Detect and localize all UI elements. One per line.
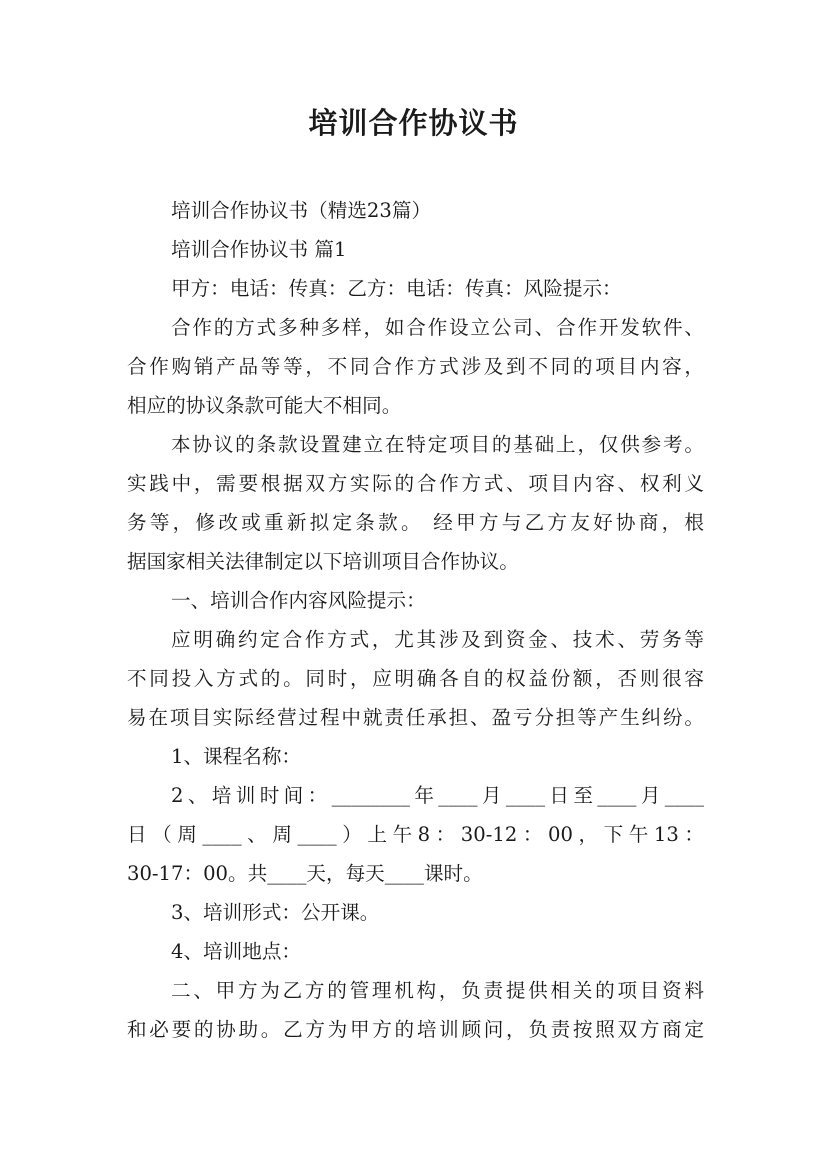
section-heading: 培训合作协议书 篇1 <box>171 238 347 261</box>
document-body <box>127 191 704 1049</box>
list-item: 4、培训地点： <box>171 940 302 963</box>
paragraph-line: 本协议的条款设置建立在特定项目的基础上，仅供参考。 <box>171 433 704 456</box>
list-item: 2、培训时间：________年____月____日至____月____ <box>171 784 704 807</box>
document-title: 培训合作协议书 <box>308 106 519 140</box>
section-heading: 一、培训合作内容风险提示： <box>171 589 426 612</box>
paragraph-line: 据国家相关法律制定以下培训项目合作协议。 <box>127 550 519 573</box>
paragraph-line: 合作的方式多种多样，如合作设立公司、合作开发软件、 <box>171 316 704 339</box>
section-heading: 二、甲方为乙方的管理机构，负责提供相关的项目资料 <box>171 979 704 1002</box>
paragraph-line: 易在项目实际经营过程中就责任承担、盈亏分担等产生纠纷。 <box>127 706 704 729</box>
paragraph-line: 务等，修改或重新拟定条款。 经甲方与乙方友好协商，根 <box>127 511 704 534</box>
subtitle-line: 培训合作协议书（精选23篇） <box>171 199 432 222</box>
paragraph-line: 日（周____、周____）上午8：30-12：00，下午13： <box>127 823 704 846</box>
list-item: 1、课程名称： <box>171 745 302 768</box>
paragraph-line: 相应的协议条款可能大不相同。 <box>127 394 402 417</box>
paragraph-line: 不同投入方式的。同时，应明确各自的权益份额，否则很容 <box>127 667 704 690</box>
list-item: 3、培训形式：公开课。 <box>171 901 380 924</box>
paragraph-line: 30-17：00。共____天，每天____课时。 <box>127 862 483 885</box>
paragraph-line: 实践中，需要根据双方实际的合作方式、项目内容、权利义 <box>127 472 704 495</box>
paragraph-line: 合作购销产品等等，不同合作方式涉及到不同的项目内容， <box>127 355 704 378</box>
paragraph-line: 和必要的协助。乙方为甲方的培训顾问，负责按照双方商定 <box>127 1018 704 1041</box>
parties-line: 甲方：电话：传真：乙方：电话：传真：风险提示： <box>171 277 622 300</box>
paragraph-line: 应明确约定合作方式，尤其涉及到资金、技术、劳务等 <box>171 628 704 651</box>
